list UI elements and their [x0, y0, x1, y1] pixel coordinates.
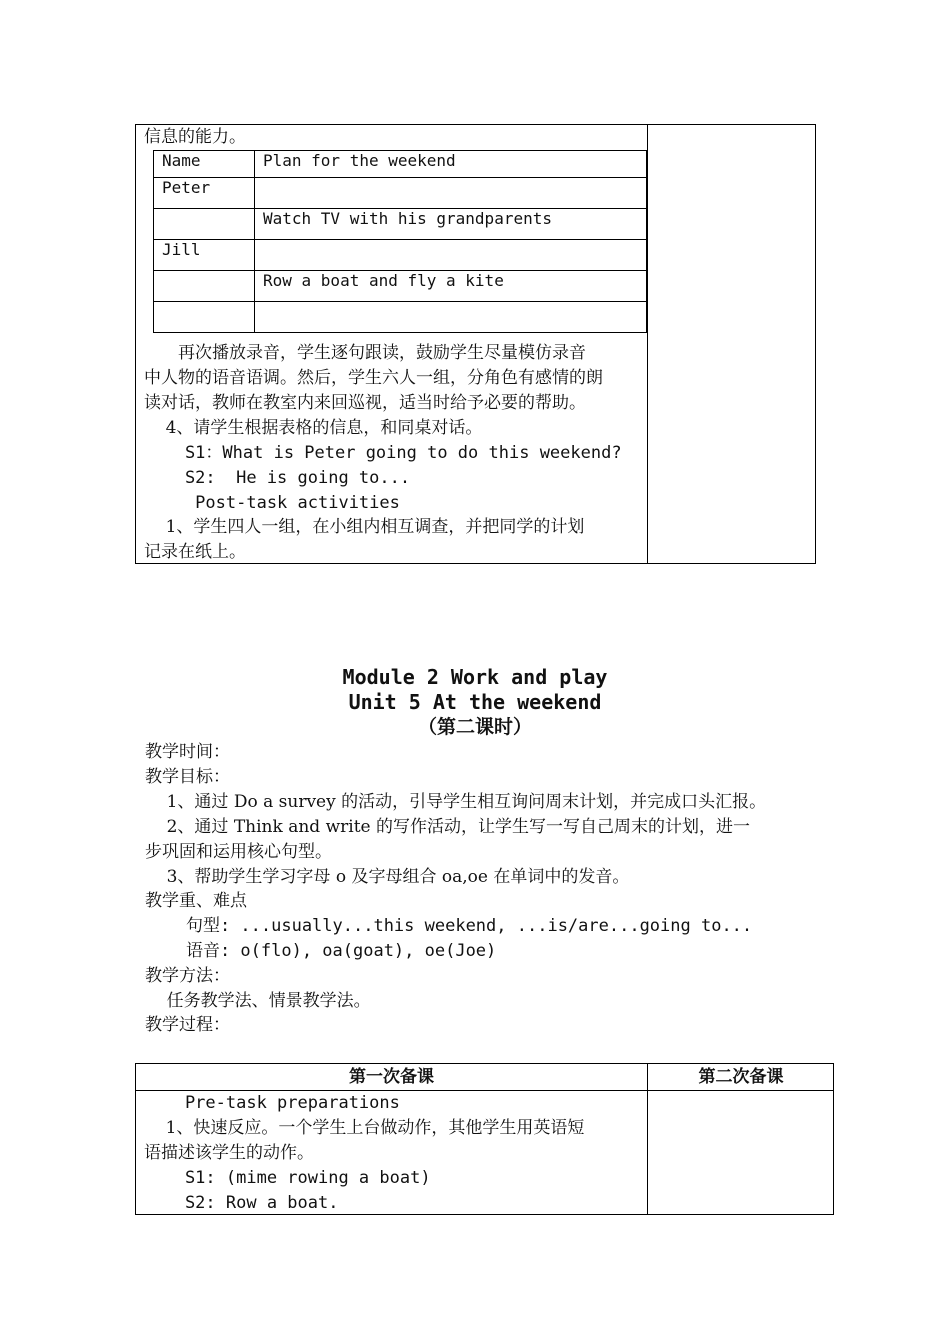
- key-points-label: 教学重、难点: [145, 891, 247, 911]
- cell-plan: [255, 178, 647, 209]
- sentence-pattern: 句型: ...usually...this weekend, ...is/are...going to...: [145, 916, 753, 936]
- paragraph-line: 中人物的语音语调。然后，学生六人一组，分角色有感情的朗: [144, 368, 603, 388]
- header-second-prep: 第二次备课: [698, 1067, 784, 1087]
- paragraph-line: 1、快速反应。一个学生上台做动作，其他学生用英语短: [144, 1118, 585, 1138]
- lesson-plan-table-continued: [135, 124, 816, 564]
- table-header-row: [154, 151, 647, 178]
- paragraph-line: 记录在纸上。: [144, 542, 246, 562]
- cell-name: [154, 271, 255, 302]
- unit-title: Unit 5 At the weekend: [348, 690, 602, 714]
- dialogue-line: S1：What is Peter going to do this weekend?: [144, 443, 622, 463]
- cell-plan: [255, 240, 647, 271]
- dialogue-line: S1: (mime rowing a boat): [144, 1168, 431, 1188]
- cell-plan: [255, 302, 647, 333]
- teaching-process-label: 教学过程：: [145, 1015, 230, 1035]
- header-name: Name: [154, 151, 255, 178]
- dialogue-line: S2: Row a boat.: [144, 1193, 339, 1213]
- table-row: [154, 209, 647, 240]
- lesson-plan-table: [135, 1063, 834, 1215]
- cell-name: Jill: [154, 240, 255, 271]
- section-label: Post-task activities: [144, 493, 400, 513]
- section-label: Pre-task preparations: [144, 1093, 400, 1113]
- cell-name: [154, 302, 255, 333]
- paragraph-line: 语描述该学生的动作。: [144, 1143, 314, 1163]
- table-row: [154, 240, 647, 271]
- paragraph-line: 4、请学生根据表格的信息，和同桌对话。: [144, 418, 483, 438]
- cell-plan: Row a boat and fly a kite: [255, 271, 647, 302]
- teaching-method-text: 任务教学法、情景教学法。: [145, 991, 371, 1011]
- goal-item: 1、通过 Do a survey 的活动，引导学生相互询问周末计划，并完成口头汇报。: [145, 792, 767, 812]
- teaching-goals-label: 教学目标：: [145, 767, 230, 787]
- pronunciation-item: 语音: o(flo), oa(goat), oe(Joe): [145, 941, 497, 961]
- paragraph-line: 再次播放录音，学生逐句跟读，鼓励学生尽量模仿录音: [144, 343, 586, 363]
- column-divider: [647, 125, 648, 563]
- intro-text: 信息的能力。: [144, 127, 246, 147]
- cell-plan: Watch TV with his grandparents: [255, 209, 647, 240]
- goal-item: 3、帮助学生学习字母 o 及字母组合 oa,oe 在单词中的发音。: [145, 867, 630, 887]
- cell-name: [154, 209, 255, 240]
- dialogue-line: S2: He is going to...: [144, 468, 411, 488]
- goal-item: 2、通过 Think and write 的写作活动，让学生写一写自己周末的计划，进一: [145, 817, 750, 837]
- module-title: Module 2 Work and play: [342, 665, 608, 689]
- lesson-subtitle: （第二课时）: [417, 716, 532, 738]
- paragraph-line: 1、学生四人一组，在小组内相互调查，并把同学的计划: [144, 517, 585, 537]
- teaching-method-label: 教学方法：: [145, 966, 230, 986]
- header-first-prep: 第一次备课: [349, 1067, 434, 1087]
- goal-item-continued: 步巩固和运用核心句型。: [145, 842, 332, 862]
- header-plan: Plan for the weekend: [255, 151, 647, 178]
- paragraph-line: 读对话，教师在教室内来回巡视，适当时给予必要的帮助。: [144, 393, 586, 413]
- cell-name: Peter: [154, 178, 255, 209]
- teaching-time-label: 教学时间：: [145, 742, 230, 762]
- table-row: [154, 302, 647, 333]
- weekend-plan-table: [153, 150, 647, 333]
- table-row: [154, 178, 647, 209]
- table-row: [154, 271, 647, 302]
